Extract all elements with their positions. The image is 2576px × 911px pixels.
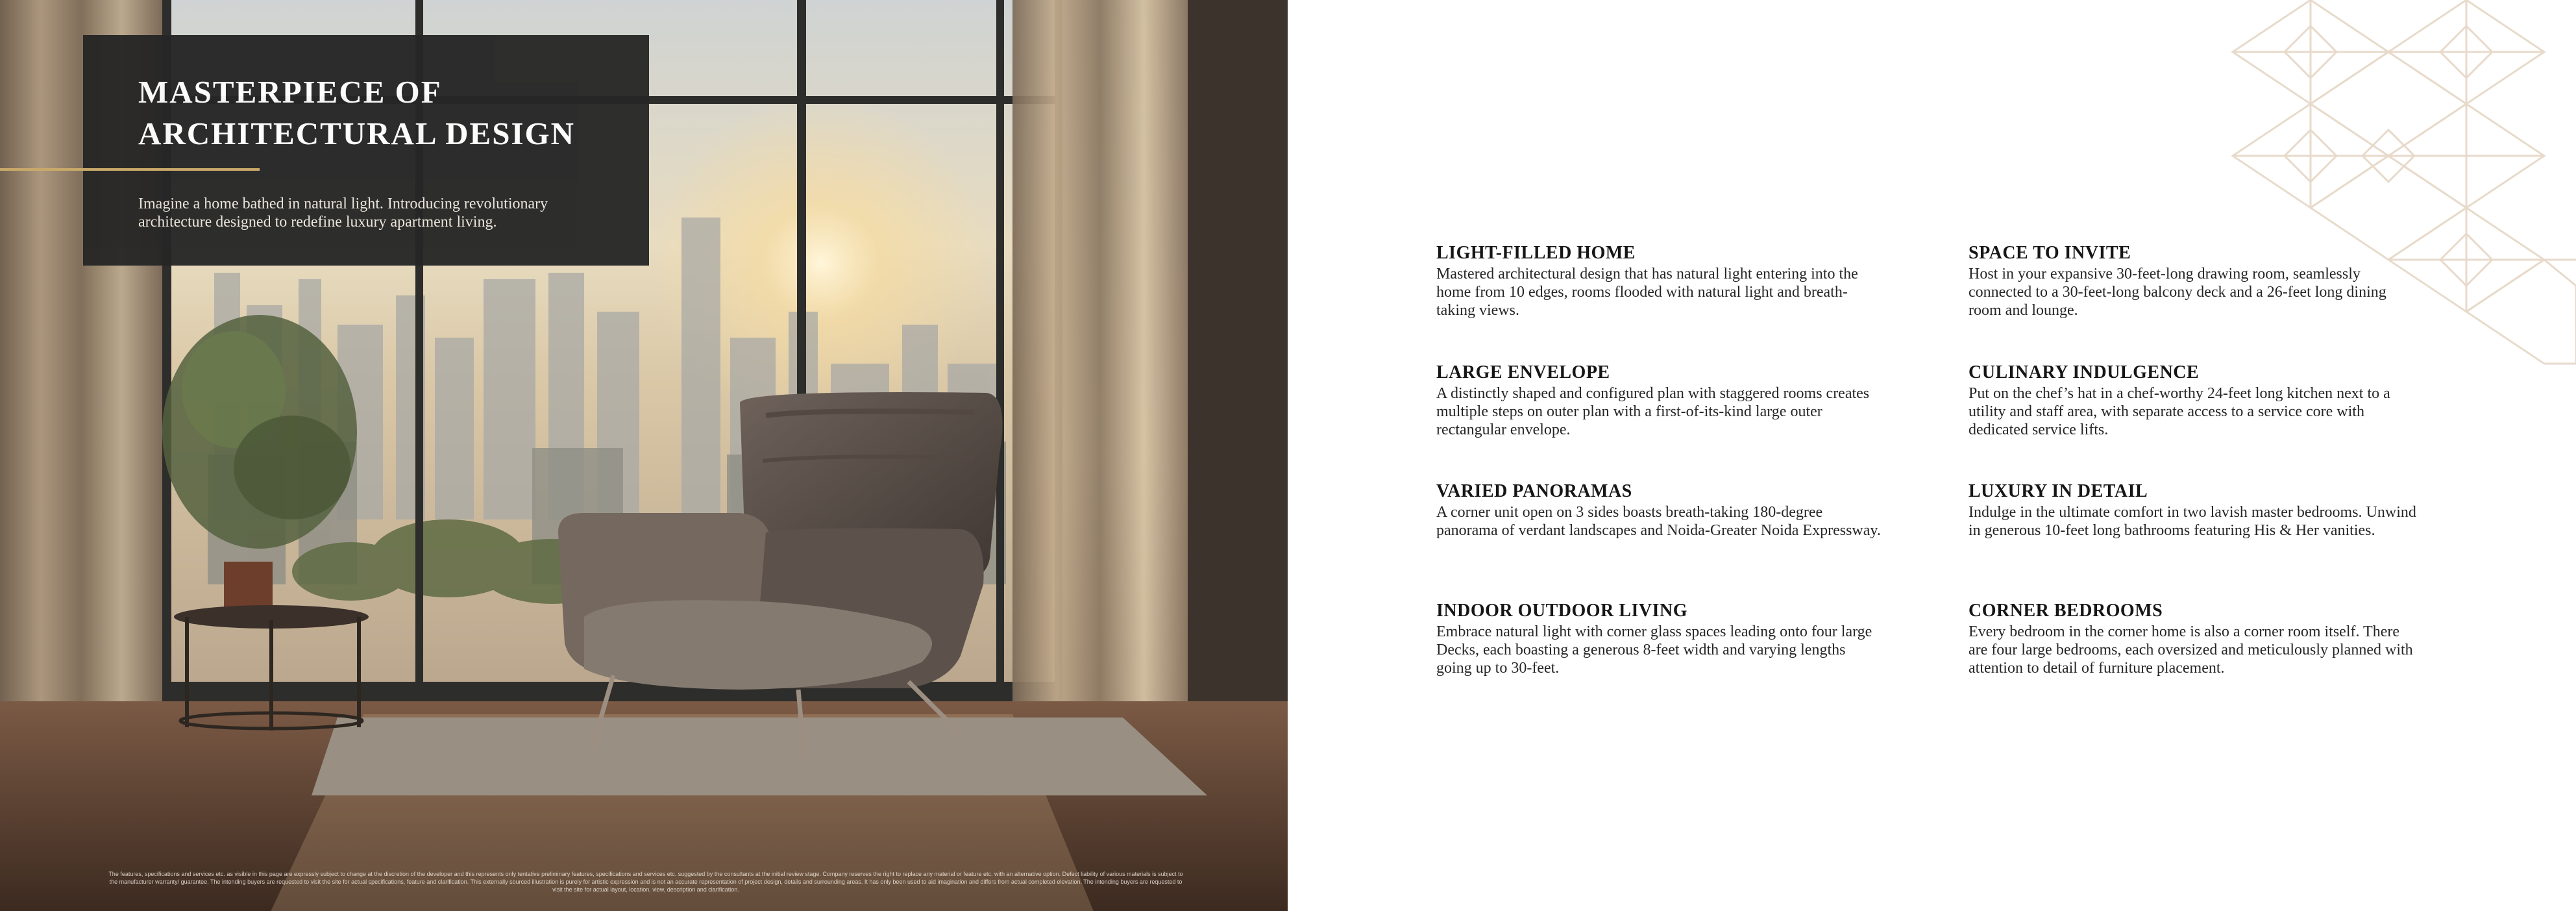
feature-text: Indulge in the ultimate comfort in two lavish master bedrooms. Unwind in generous 10-feet long bathrooms featuring His & Her vanities.: [1969, 504, 2416, 539]
feature-title: LUXURY IN DETAIL: [1969, 481, 2148, 501]
feature-varied-panoramas: [1436, 481, 1884, 540]
geometric-pattern-decor: [2181, 0, 2576, 396]
feature-title: LARGE ENVELOPE: [1436, 362, 1610, 382]
feature-text: Put on the chef’s hat in a chef-worthy 24-feet long kitchen next to a utility and staff area, with separate access to a service core with dedicated service lifts.: [1969, 385, 2390, 438]
feature-title: LIGHT-FILLED HOME: [1436, 243, 1636, 263]
feature-title: INDOOR OUTDOOR LIVING: [1436, 601, 1687, 621]
feature-text: Mastered architectural design that has natural light entering into the home from 10 edges, rooms flooded with natural light and breath-taking views.: [1436, 266, 1858, 319]
feature-title: SPACE TO INVITE: [1969, 243, 2131, 263]
feature-title: CORNER BEDROOMS: [1969, 601, 2163, 621]
feature-luxury-in-detail: [1969, 481, 2416, 540]
feature-text: Embrace natural light with corner glass spaces leading onto four large Decks, each boasting a generous 8-feet width and varying lengths going up to 30-feet.: [1436, 623, 1872, 677]
hero-title-box: [83, 35, 649, 266]
feature-light-filled-home: [1436, 243, 1884, 319]
feature-text: A corner unit open on 3 sides boasts breath-taking 180-degree panorama of verdant landscapes and Noida-Greater Noida Expressway.: [1436, 504, 1881, 539]
feature-title: CULINARY INDULGENCE: [1969, 362, 2200, 382]
feature-large-envelope: [1436, 362, 1884, 439]
feature-corner-bedrooms: [1969, 601, 2416, 677]
hero-description: Imagine a home bathed in natural light. Introducing revolutionary architecture designed to redefine luxury apartment living.: [138, 195, 548, 231]
feature-text: Every bedroom in the corner home is also a corner room itself. There are four large bedrooms, each oversized and meticulously planned with attention to detail of furniture placement.: [1969, 623, 2413, 677]
feature-text: A distinctly shaped and configured plan with staggered rooms creates multiple steps on outer plan with a first-of-its-kind large outer rectangular envelope.: [1436, 385, 1870, 438]
gold-accent-rule: [0, 168, 260, 171]
feature-text: Host in your expansive 30-feet-long drawing room, seamlessly connected to a 30-feet-long balcony deck and a 26-feet long dining room and lounge.: [1969, 266, 2386, 319]
feature-space-to-invite: [1969, 243, 2416, 319]
feature-title: VARIED PANORAMAS: [1436, 481, 1632, 501]
feature-culinary-indulgence: [1969, 362, 2416, 439]
legal-disclaimer: The features, specifications and services etc. as visible in this page are expressly subject to change at the discretion of the developer and this represents only tentative preliminary features, specifications and services etc. suggested by the consultants at the initial review stage. Company reserves the right to replace any material or feature etc. with an alternative option. Defect liability of various materials is subject to the manufacturer warranty/ guarantee. The intending buyers are requested to visit the site for actual specifications, feature and clarification. This externally sourced illustration is purely for artistic expression and is not an accurate representation of project design, details and surrounding areas. It has only been used to aid imagination and differs from actual completed elevation. The intending buyers are requested to visit the site for actual layout, location, view, description and clarification.: [108, 871, 1183, 893]
hero-title: MASTERPIECE OF ARCHITECTURAL DESIGN: [138, 74, 576, 151]
feature-indoor-outdoor-living: [1436, 601, 1884, 677]
